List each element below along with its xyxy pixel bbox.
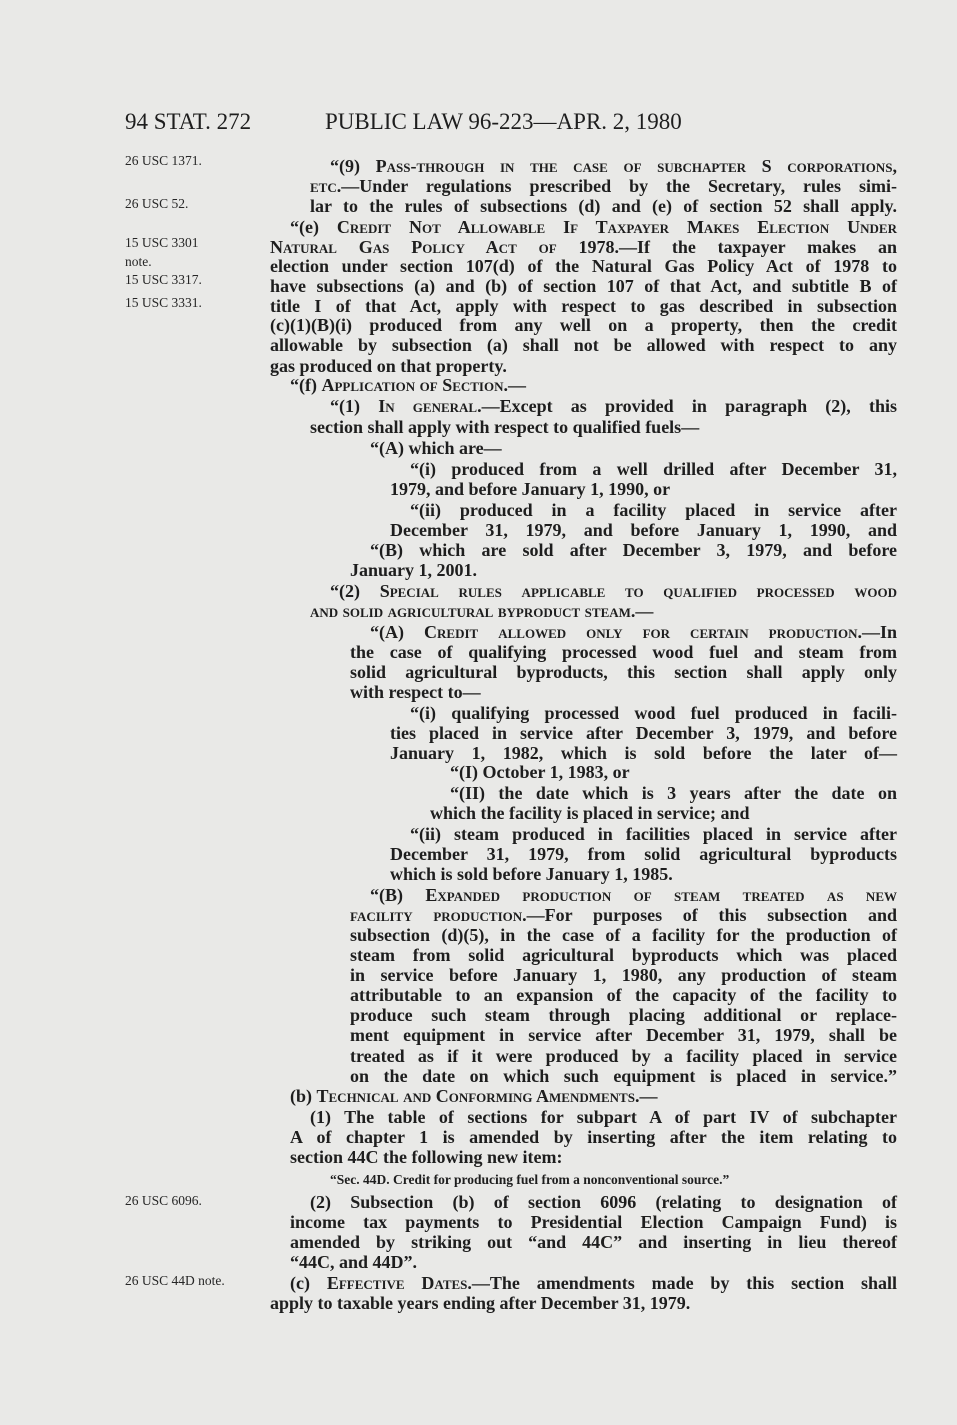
text-line <box>310 416 897 438</box>
text-segment: income tax payments to Presidential Election Campaign Fund) is <box>290 1212 897 1232</box>
margin-note: 15 USC 3317. <box>125 272 202 287</box>
text-line <box>430 802 897 824</box>
text-line <box>290 1146 897 1168</box>
section-heading: Application of Section.— <box>321 375 526 395</box>
text-segment: (c) <box>290 1273 327 1293</box>
text-line <box>310 1106 897 1128</box>
section-heading: Special rules applicable to qualified processed wood <box>379 581 897 601</box>
text-line <box>270 334 897 356</box>
section-heading: Expanded production of steam treated as new <box>425 885 897 905</box>
text-line <box>370 539 897 561</box>
text-segment: have subsections (a) and (b) of section 107 of that Act, and subtitle B of <box>270 276 897 296</box>
text-segment: December 31, 1979, and before January 1, 1990, and <box>390 520 897 540</box>
text-segment: (c)(1)(B)(i) produced from any well on a property, then the credit <box>270 315 897 335</box>
text-line <box>410 702 897 724</box>
text-segment: A of chapter 1 is amended by inserting after the item relating to <box>290 1127 897 1147</box>
section-heading: Credit allowed only for certain production. <box>424 622 862 642</box>
text-line <box>290 216 897 238</box>
text-line <box>390 843 897 865</box>
text-line <box>290 1211 897 1233</box>
text-segment: “(2) <box>330 581 380 601</box>
text-segment: the case of qualifying processed wood fuel and steam from <box>350 642 897 662</box>
margin-note: 26 USC 6096. <box>125 1193 202 1208</box>
text-line <box>310 175 897 197</box>
text-segment: (1) The table of sections for subpart A of part IV of subchapter <box>310 1107 897 1127</box>
text-line <box>350 661 897 683</box>
text-segment: “(ii) steam produced in facilities placed in service after <box>410 824 897 844</box>
text-segment: attributable to an expansion of the capacity of the facility to <box>350 985 897 1005</box>
text-segment: amended by striking out “and 44C” and inserting in lieu thereof <box>290 1232 897 1252</box>
text-line <box>370 437 897 459</box>
text-segment: “(i) produced from a well drilled after December 31, <box>410 459 897 479</box>
text-segment: produce such steam through placing additional or replace- <box>350 1005 897 1025</box>
page-stat-number: 94 STAT. 272 <box>125 109 252 134</box>
text-segment: “(B) <box>370 885 426 905</box>
text-segment: —For purposes of this subsection and <box>526 905 898 925</box>
text-segment: “(I) October 1, 1983, or <box>450 762 630 782</box>
section-heading: etc. <box>310 176 342 196</box>
text-line <box>290 1231 897 1253</box>
text-line <box>350 924 897 946</box>
text-line <box>410 499 897 521</box>
text-line <box>290 1272 897 1294</box>
margin-note: 26 USC 52. <box>125 196 189 211</box>
text-segment: January 1, 1982, which is sold before the later of— <box>390 743 897 763</box>
text-segment: “(1) <box>330 396 379 416</box>
text-line <box>290 1085 897 1107</box>
text-segment: “(f) <box>290 375 322 395</box>
text-segment: “(A) <box>370 622 425 642</box>
margin-note: note. <box>125 254 152 269</box>
margin-note: 26 USC 1371. <box>125 153 202 168</box>
text-line <box>370 621 897 643</box>
text-segment: which the facility is placed in service; and <box>430 803 750 823</box>
text-segment: section shall apply with respect to qualified fuels— <box>310 417 700 437</box>
text-segment: lar to the rules of subsections (d) and (e) of section 52 shall apply. <box>310 196 897 216</box>
text-line <box>330 395 897 417</box>
text-line <box>390 478 897 500</box>
section-heading: and solid agricultural byproduct steam.— <box>310 601 654 621</box>
text-segment: treated as if it were produced by a facility placed in service <box>350 1046 897 1066</box>
text-line <box>350 1004 897 1026</box>
text-segment: subsection (d)(5), in the case of a facility for the production of <box>350 925 897 945</box>
text-segment: allowable by subsection (a) shall not be allowed with respect to any <box>270 335 897 355</box>
text-segment: 1979, and before January 1, 1990, or <box>390 479 671 499</box>
margin-note: 15 USC 3331. <box>125 295 202 310</box>
text-segment: “(ii) produced in a facility placed in service after <box>410 500 897 520</box>
text-segment: (b) <box>290 1086 317 1106</box>
text-line <box>270 1292 897 1314</box>
text-line <box>350 984 897 1006</box>
text-segment: —The amendments made by this section shall <box>471 1273 897 1293</box>
section-heading: facility production. <box>350 905 527 925</box>
text-line <box>290 1126 897 1148</box>
text-segment: apply to taxable years ending after December 31, 1979. <box>270 1293 691 1313</box>
text-line <box>310 600 897 622</box>
section-heading: Natural Gas Policy Act of 1978. <box>270 237 619 257</box>
section-heading: Effective Dates. <box>326 1273 472 1293</box>
text-line <box>270 255 897 277</box>
text-segment: ment equipment in service after December 31, 1979, shall be <box>350 1025 897 1045</box>
text-segment: —Under regulations prescribed by the Secretary, rules simi- <box>341 176 897 196</box>
text-line <box>350 559 897 581</box>
text-line <box>350 1065 897 1087</box>
text-segment: —Except as provided in paragraph (2), this <box>481 396 898 416</box>
text-segment: “(B) which are sold after December 3, 1979, and before <box>370 540 897 560</box>
text-segment: solid agricultural byproducts, this section shall apply only <box>350 662 897 682</box>
section-heading: Pass-through in the case of subchapter S corporations, <box>375 156 897 176</box>
text-segment: election under section 107(d) of the Natural Gas Policy Act of 1978 to <box>270 256 897 276</box>
text-segment: title I of that Act, apply with respect to gas described in subsection <box>270 296 897 316</box>
text-segment: with respect to— <box>350 682 481 702</box>
text-segment: steam from solid agricultural byproducts which was placed <box>350 945 897 965</box>
table-of-sections-item <box>330 1169 897 1191</box>
text-line <box>270 275 897 297</box>
text-line <box>370 884 897 906</box>
text-line <box>310 195 897 217</box>
text-segment: “(II) the date which is 3 years after the date on <box>450 783 897 803</box>
section-heading: Technical and Conforming Amendments.— <box>316 1086 658 1106</box>
text-segment: December 31, 1979, from solid agricultural byproducts <box>390 844 897 864</box>
text-segment: in service before January 1, 1980, any production of steam <box>350 965 897 985</box>
text-line <box>350 1024 897 1046</box>
text-line <box>310 1191 897 1213</box>
text-line <box>350 641 897 663</box>
text-segment: on the date on which such equipment is placed in service.” <box>350 1066 897 1086</box>
text-line <box>290 374 897 396</box>
text-segment: “(9) <box>330 156 376 176</box>
text-line <box>330 580 897 602</box>
text-segment: January 1, 2001. <box>350 560 478 580</box>
text-line <box>390 863 897 885</box>
section-heading: Credit Not Allowable If Taxpayer Makes Election Under <box>336 217 897 237</box>
margin-note: 15 USC 3301 <box>125 235 199 250</box>
page-running-title: PUBLIC LAW 96-223—APR. 2, 1980 <box>325 109 682 134</box>
text-line <box>330 155 897 177</box>
text-segment: (2) Subsection (b) of section 6096 (relating to designation of <box>310 1192 897 1212</box>
text-segment: “Sec. 44D. Credit for producing fuel from a nonconventional source.” <box>330 1172 730 1187</box>
text-line <box>350 944 897 966</box>
margin-note: 26 USC 44D note. <box>125 1273 225 1288</box>
text-segment: gas produced on that property. <box>270 356 507 376</box>
text-line <box>390 722 897 744</box>
section-heading: In general. <box>378 396 482 416</box>
text-segment: which is sold before January 1, 1985. <box>390 864 673 884</box>
text-line <box>410 823 897 845</box>
text-segment: “(A) which are— <box>370 438 502 458</box>
text-segment: section 44C the following new item: <box>290 1147 563 1167</box>
text-line <box>290 1251 897 1273</box>
text-line <box>270 314 897 336</box>
text-line <box>350 681 897 703</box>
text-line <box>350 964 897 986</box>
text-segment: ties placed in service after December 3, 1979, and before <box>390 723 897 743</box>
text-line <box>410 458 897 480</box>
text-line <box>350 904 897 926</box>
text-line <box>450 761 897 783</box>
text-segment: “44C, and 44D”. <box>290 1252 418 1272</box>
text-line <box>390 519 897 541</box>
text-line <box>350 1045 897 1067</box>
text-segment: “(e) <box>290 217 337 237</box>
text-segment: —If the taxpayer makes an <box>618 237 897 257</box>
text-segment: “(i) qualifying processed wood fuel produced in facili- <box>410 703 897 723</box>
text-line <box>450 782 897 804</box>
text-segment: —In <box>861 622 897 642</box>
